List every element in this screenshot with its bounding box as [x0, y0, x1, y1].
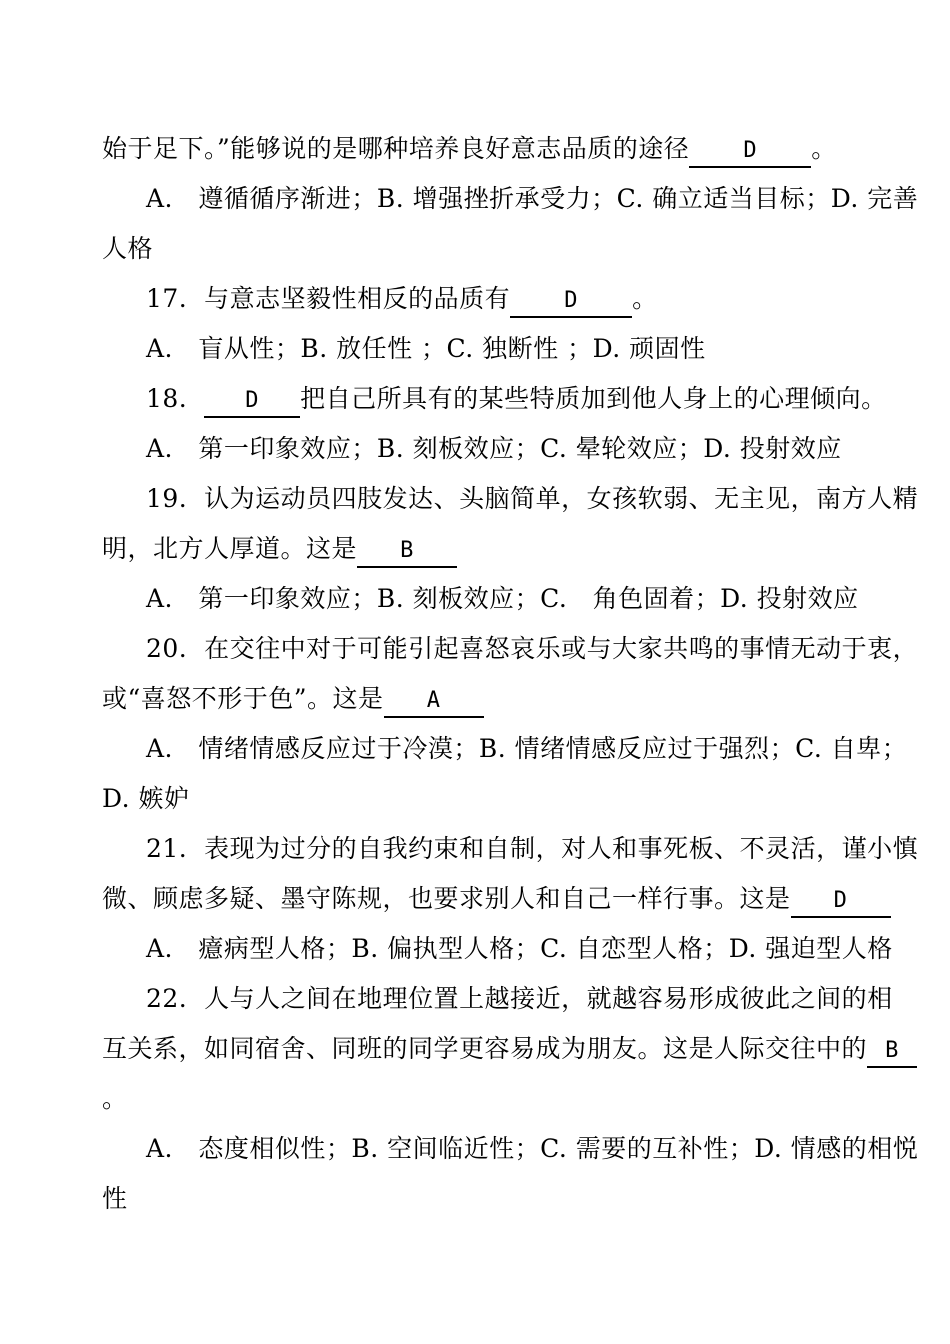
- question-22-continuation: 互关系，如同宿舍、同班的同学更容易成为朋友。这是人际交往中的 B: [102, 1024, 902, 1074]
- question-22: 22. 人与人之间在地理位置上越接近，就越容易形成彼此之间的相: [146, 984, 893, 1013]
- answer-blank: D: [791, 886, 891, 918]
- question-22-options: A. 态度相似性；B. 空间临近性；C. 需要的互补性；D. 情感的相悦: [146, 1134, 919, 1163]
- answer-blank: A: [384, 686, 484, 718]
- answer-blank: B: [357, 536, 457, 568]
- question-21-options: A. 癔病型人格；B. 偏执型人格；C. 自恋型人格；D. 强迫型人格: [146, 934, 893, 963]
- question-20-continuation: 或“喜怒不形于色”。这是 A: [102, 674, 902, 724]
- answer-blank: D: [204, 386, 300, 418]
- question-16-options: A. 遵循循序渐进；B. 增强挫折承受力；C. 确立适当目标；D. 完善: [146, 184, 919, 213]
- question-20-options: A. 情绪情感反应过于冷漠；B. 情绪情感反应过于强烈；C. 自卑；: [146, 734, 908, 763]
- question-19-continuation: 明，北方人厚道。这是 B: [102, 524, 902, 574]
- question-19-options: A. 第一印象效应；B. 刻板效应；C. 角色固着；D. 投射效应: [146, 584, 859, 613]
- question-16-options-wrap: 人格: [102, 234, 154, 263]
- question-17: 17. 与意志坚毅性相反的品质有 D 。: [146, 274, 946, 324]
- question-16-continuation: 始于足下。”能够说的是哪种培养良好意志品质的途径 D 。: [102, 124, 902, 174]
- answer-blank: D: [689, 136, 811, 168]
- question-21-continuation: 微、顾虑多疑、墨守陈规，也要求别人和自己一样行事。这是 D: [102, 874, 902, 924]
- question-22-period: 。: [102, 1084, 128, 1113]
- question-22-options-wrap: 性: [102, 1184, 128, 1213]
- question-19: 19. 认为运动员四肢发达、头脑简单，女孩软弱、无主见，南方人精: [146, 484, 919, 513]
- question-17-options: A. 盲从性；B. 放任性 ；C. 独断性 ；D. 顽固性: [146, 334, 706, 363]
- answer-blank: B: [867, 1036, 917, 1068]
- question-18: 18. D 把自己所具有的某些特质加到他人身上的心理倾向。: [146, 374, 946, 424]
- answer-blank: D: [510, 286, 632, 318]
- question-21: 21. 表现为过分的自我约束和自制，对人和事死板、不灵活，谨小慎: [146, 834, 919, 863]
- question-20-options-wrap: D. 嫉妒: [102, 784, 190, 813]
- question-18-options: A. 第一印象效应；B. 刻板效应；C. 晕轮效应；D. 投射效应: [146, 434, 842, 463]
- question-20: 20. 在交往中对于可能引起喜怒哀乐或与大家共鸣的事情无动于衷，: [146, 634, 919, 663]
